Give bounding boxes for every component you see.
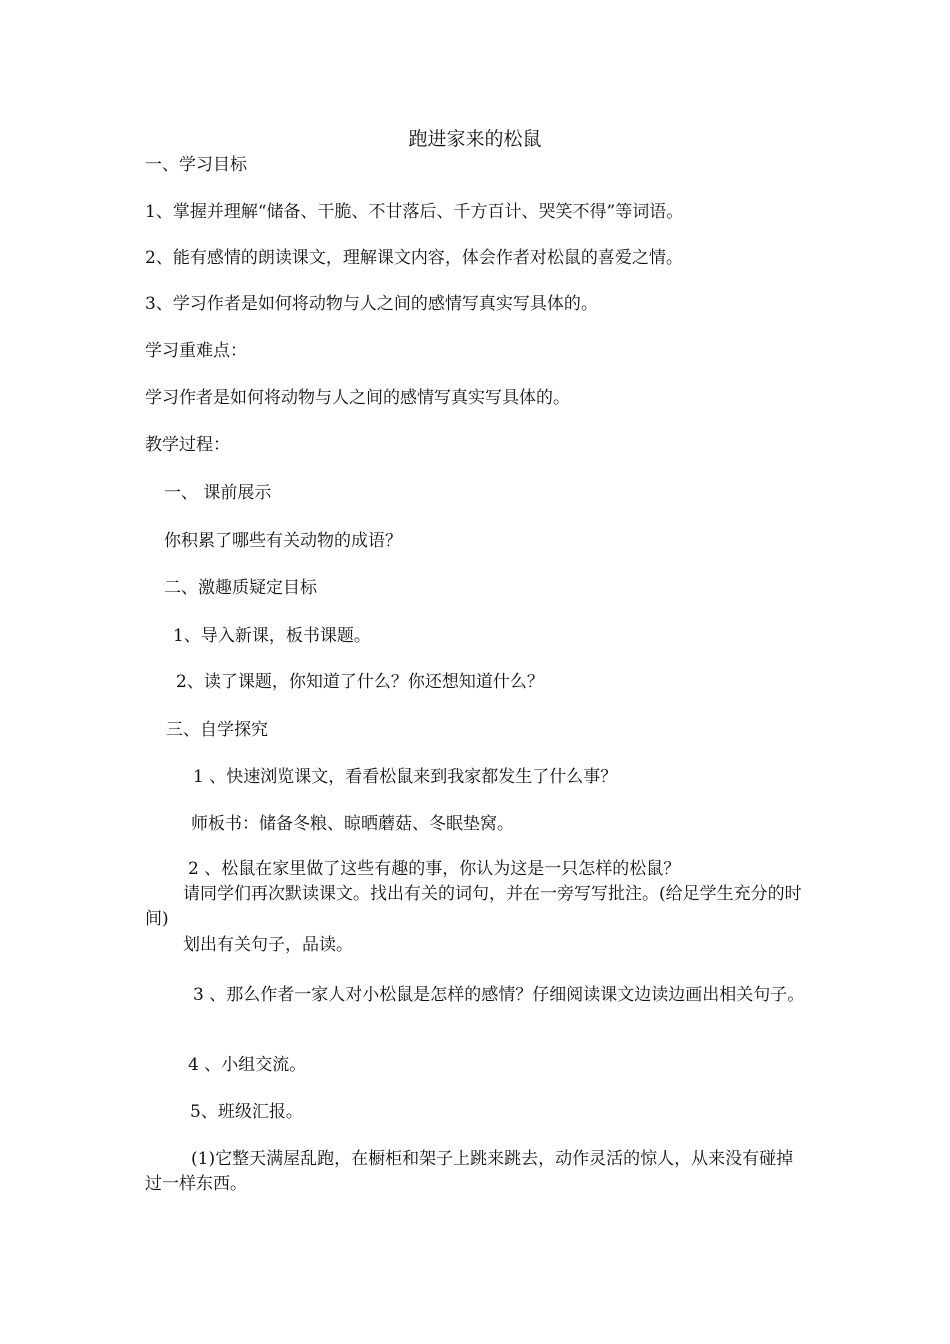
step-2-heading: 二、激趣质疑定目标 bbox=[164, 578, 317, 598]
step-3-heading: 三、自学探究 bbox=[166, 720, 268, 740]
goal-item-3: 3、学习作者是如何将动物与人之间的感情写真实写具体的。 bbox=[145, 294, 598, 314]
step-3-item-5: 5、班级汇报。 bbox=[190, 1102, 303, 1122]
step-3-item-2-instruction: 请同学们再次默读课文。找出有关的词句，并在一旁写写批注。(给足学生充分的时间) bbox=[145, 884, 802, 929]
board-note: 师板书：储备冬粮、晾晒蘑菇、冬眠垫窝。 bbox=[191, 814, 514, 834]
process-heading: 教学过程： bbox=[145, 435, 230, 455]
key-points-text: 学习作者是如何将动物与人之间的感情写真实写具体的。 bbox=[145, 388, 570, 408]
goal-item-2: 2、能有感情的朗读课文，理解课文内容，体会作者对松鼠的喜爱之情。 bbox=[145, 248, 683, 268]
key-points-heading: 学习重难点： bbox=[145, 341, 247, 361]
step-3-item-2-task: 划出有关句子，品读。 bbox=[183, 935, 353, 955]
goal-item-1: 1、掌握并理解“储备、干脆、不甘落后、千方百计、哭笑不得”等词语。 bbox=[145, 202, 684, 222]
step-2-item-1: 1、导入新课，板书课题。 bbox=[173, 626, 371, 646]
step-3-item-2: 2 、松鼠在家里做了这些有趣的事，你认为这是一只怎样的松鼠？ bbox=[188, 859, 681, 879]
section-heading-goals: 一、学习目标 bbox=[145, 155, 247, 175]
step-1-question: 你积累了哪些有关动物的成语？ bbox=[164, 531, 402, 551]
document-title: 跑进家来的松鼠 bbox=[408, 128, 542, 150]
step-1-heading: 一、 课前展示 bbox=[164, 483, 272, 503]
step-2-item-2: 2、读了课题，你知道了什么？你还想知道什么？ bbox=[176, 672, 544, 692]
report-item-1: (1)它整天满屋乱跑，在橱柜和架子上跳来跳去，动作灵活的惊人，从来没有碰掉过一样东西。 bbox=[145, 1149, 794, 1194]
step-3-item-3: 3 、那么作者一家人对小松鼠是怎样的感情？仔细阅读课文边读边画出相关句子。 bbox=[193, 985, 805, 1005]
step-3-item-4: 4 、小组交流。 bbox=[188, 1055, 307, 1075]
step-3-item-1: 1 、快速浏览课文，看看松鼠来到我家都发生了什么事？ bbox=[193, 767, 618, 787]
